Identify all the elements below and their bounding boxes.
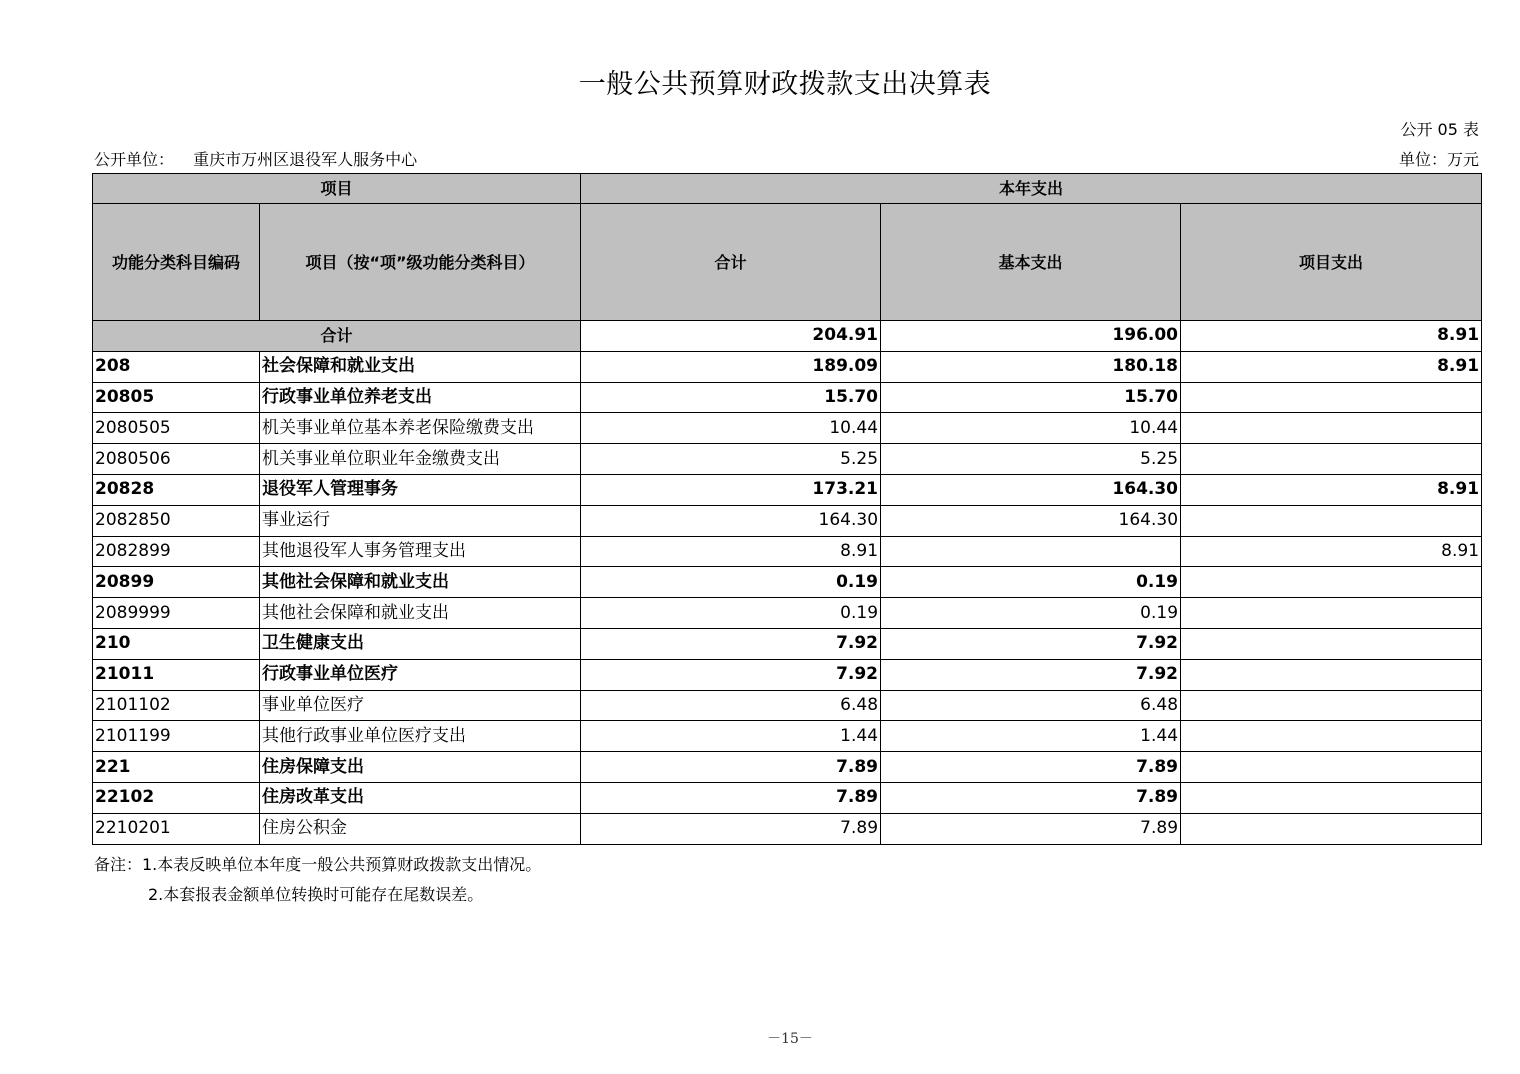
header-project: 项目支出 (1181, 204, 1482, 321)
header-item-group: 项目 (93, 174, 581, 204)
row-code: 20828 (93, 474, 260, 505)
table-row (93, 752, 1482, 783)
row-project (1181, 413, 1482, 444)
row-project: 8.91 (1181, 474, 1482, 505)
table-row (93, 813, 1482, 844)
row-item-name: 其他行政事业单位医疗支出 (260, 721, 581, 752)
row-project (1181, 598, 1482, 629)
table-row (93, 690, 1482, 721)
row-total: 189.09 (581, 351, 881, 382)
row-basic: 7.89 (881, 782, 1181, 813)
table-row (93, 505, 1482, 536)
note-line-1: 备注：1.本表反映单位本年度一般公共预算财政拨款支出情况。 (94, 855, 542, 874)
row-total: 0.19 (581, 567, 881, 598)
row-code: 22102 (93, 782, 260, 813)
table-row (93, 444, 1482, 475)
row-item-name: 住房保障支出 (260, 752, 581, 783)
row-total: 1.44 (581, 721, 881, 752)
page-title: 一般公共预算财政拨款支出决算表 (578, 69, 992, 100)
header-item-name: 项目（按“项”级功能分类科目） (260, 204, 581, 321)
row-item-name: 其他退役军人事务管理支出 (260, 536, 581, 567)
row-code: 2080506 (93, 444, 260, 475)
table-row (93, 536, 1482, 567)
row-code: 208 (93, 351, 260, 382)
row-basic: 1.44 (881, 721, 1181, 752)
row-basic: 7.92 (881, 628, 1181, 659)
header-code: 功能分类科目编码 (93, 204, 260, 321)
row-project (1181, 813, 1482, 844)
header-row-group (93, 174, 1482, 204)
row-basic: 0.19 (881, 598, 1181, 629)
row-project (1181, 782, 1482, 813)
row-code: 2089999 (93, 598, 260, 629)
row-total: 6.48 (581, 690, 881, 721)
table-row (93, 721, 1482, 752)
row-total: 7.89 (581, 782, 881, 813)
row-item-name: 行政事业单位医疗 (260, 659, 581, 690)
row-item-name: 机关事业单位职业年金缴费支出 (260, 444, 581, 475)
row-project (1181, 690, 1482, 721)
row-total: 10.44 (581, 413, 881, 444)
row-code: 2101199 (93, 721, 260, 752)
row-project (1181, 659, 1482, 690)
header-basic: 基本支出 (881, 204, 1181, 321)
row-basic: 15.70 (881, 382, 1181, 413)
row-total: 0.19 (581, 598, 881, 629)
row-item-name: 行政事业单位养老支出 (260, 382, 581, 413)
row-code: 2082899 (93, 536, 260, 567)
table-row (93, 628, 1482, 659)
expense-table (92, 173, 1482, 845)
row-project: 8.91 (1181, 351, 1482, 382)
row-basic: 6.48 (881, 690, 1181, 721)
row-item-name: 住房公积金 (260, 813, 581, 844)
row-code: 20899 (93, 567, 260, 598)
row-item-name: 事业运行 (260, 505, 581, 536)
row-code: 2080505 (93, 413, 260, 444)
table-row (93, 474, 1482, 505)
row-code: 2082850 (93, 505, 260, 536)
row-basic: 164.30 (881, 474, 1181, 505)
row-total: 7.89 (581, 752, 881, 783)
row-code: 210 (93, 628, 260, 659)
row-basic: 7.89 (881, 813, 1181, 844)
table-row (93, 351, 1482, 382)
row-project (1181, 628, 1482, 659)
table-row (93, 567, 1482, 598)
table-row (93, 598, 1482, 629)
row-project (1181, 567, 1482, 598)
header-row-columns (93, 204, 1482, 321)
page-number: －15－ (767, 1031, 813, 1047)
notes (94, 850, 541, 910)
row-item-name: 退役军人管理事务 (260, 474, 581, 505)
row-item-name: 社会保障和就业支出 (260, 351, 581, 382)
row-basic: 5.25 (881, 444, 1181, 475)
unit-name: 重庆市万州区退役军人服务中心 (193, 150, 418, 169)
table-row (93, 382, 1482, 413)
row-item-name: 其他社会保障和就业支出 (260, 567, 581, 598)
unit-label: 公开单位： (94, 150, 175, 169)
total-row-label: 合计 (93, 321, 581, 352)
row-project (1181, 752, 1482, 783)
unit-line (94, 147, 1479, 170)
row-item-name: 住房改革支出 (260, 782, 581, 813)
row-code: 221 (93, 752, 260, 783)
table-number: 公开 05 表 (1400, 120, 1479, 139)
row-total: 164.30 (581, 505, 881, 536)
row-basic: 164.30 (881, 505, 1181, 536)
row-item-name: 其他社会保障和就业支出 (260, 598, 581, 629)
money-unit: 单位：万元 (1398, 150, 1479, 169)
table-row (93, 413, 1482, 444)
row-code: 21011 (93, 659, 260, 690)
row-total: 15.70 (581, 382, 881, 413)
total-row-project: 8.91 (1181, 321, 1482, 352)
row-code: 2210201 (93, 813, 260, 844)
row-code: 20805 (93, 382, 260, 413)
total-row (93, 321, 1482, 352)
row-item-name: 事业单位医疗 (260, 690, 581, 721)
row-total: 5.25 (581, 444, 881, 475)
row-total: 7.89 (581, 813, 881, 844)
total-row-basic: 196.00 (881, 321, 1181, 352)
row-basic (881, 536, 1181, 567)
row-project (1181, 505, 1482, 536)
row-total: 7.92 (581, 659, 881, 690)
row-project: 8.91 (1181, 536, 1482, 567)
note-line-2: 2.本套报表金额单位转换时可能存在尾数误差。 (148, 885, 484, 904)
total-row-total: 204.91 (581, 321, 881, 352)
row-total: 173.21 (581, 474, 881, 505)
row-project (1181, 721, 1482, 752)
row-basic: 10.44 (881, 413, 1181, 444)
row-basic: 180.18 (881, 351, 1181, 382)
header-total: 合计 (581, 204, 881, 321)
row-basic: 7.92 (881, 659, 1181, 690)
row-project (1181, 382, 1482, 413)
row-basic: 7.89 (881, 752, 1181, 783)
row-total: 8.91 (581, 536, 881, 567)
header-expense-group: 本年支出 (581, 174, 1482, 204)
row-project (1181, 444, 1482, 475)
row-item-name: 机关事业单位基本养老保险缴费支出 (260, 413, 581, 444)
row-item-name: 卫生健康支出 (260, 628, 581, 659)
row-total: 7.92 (581, 628, 881, 659)
table-row (93, 782, 1482, 813)
row-code: 2101102 (93, 690, 260, 721)
table-row (93, 659, 1482, 690)
row-basic: 0.19 (881, 567, 1181, 598)
